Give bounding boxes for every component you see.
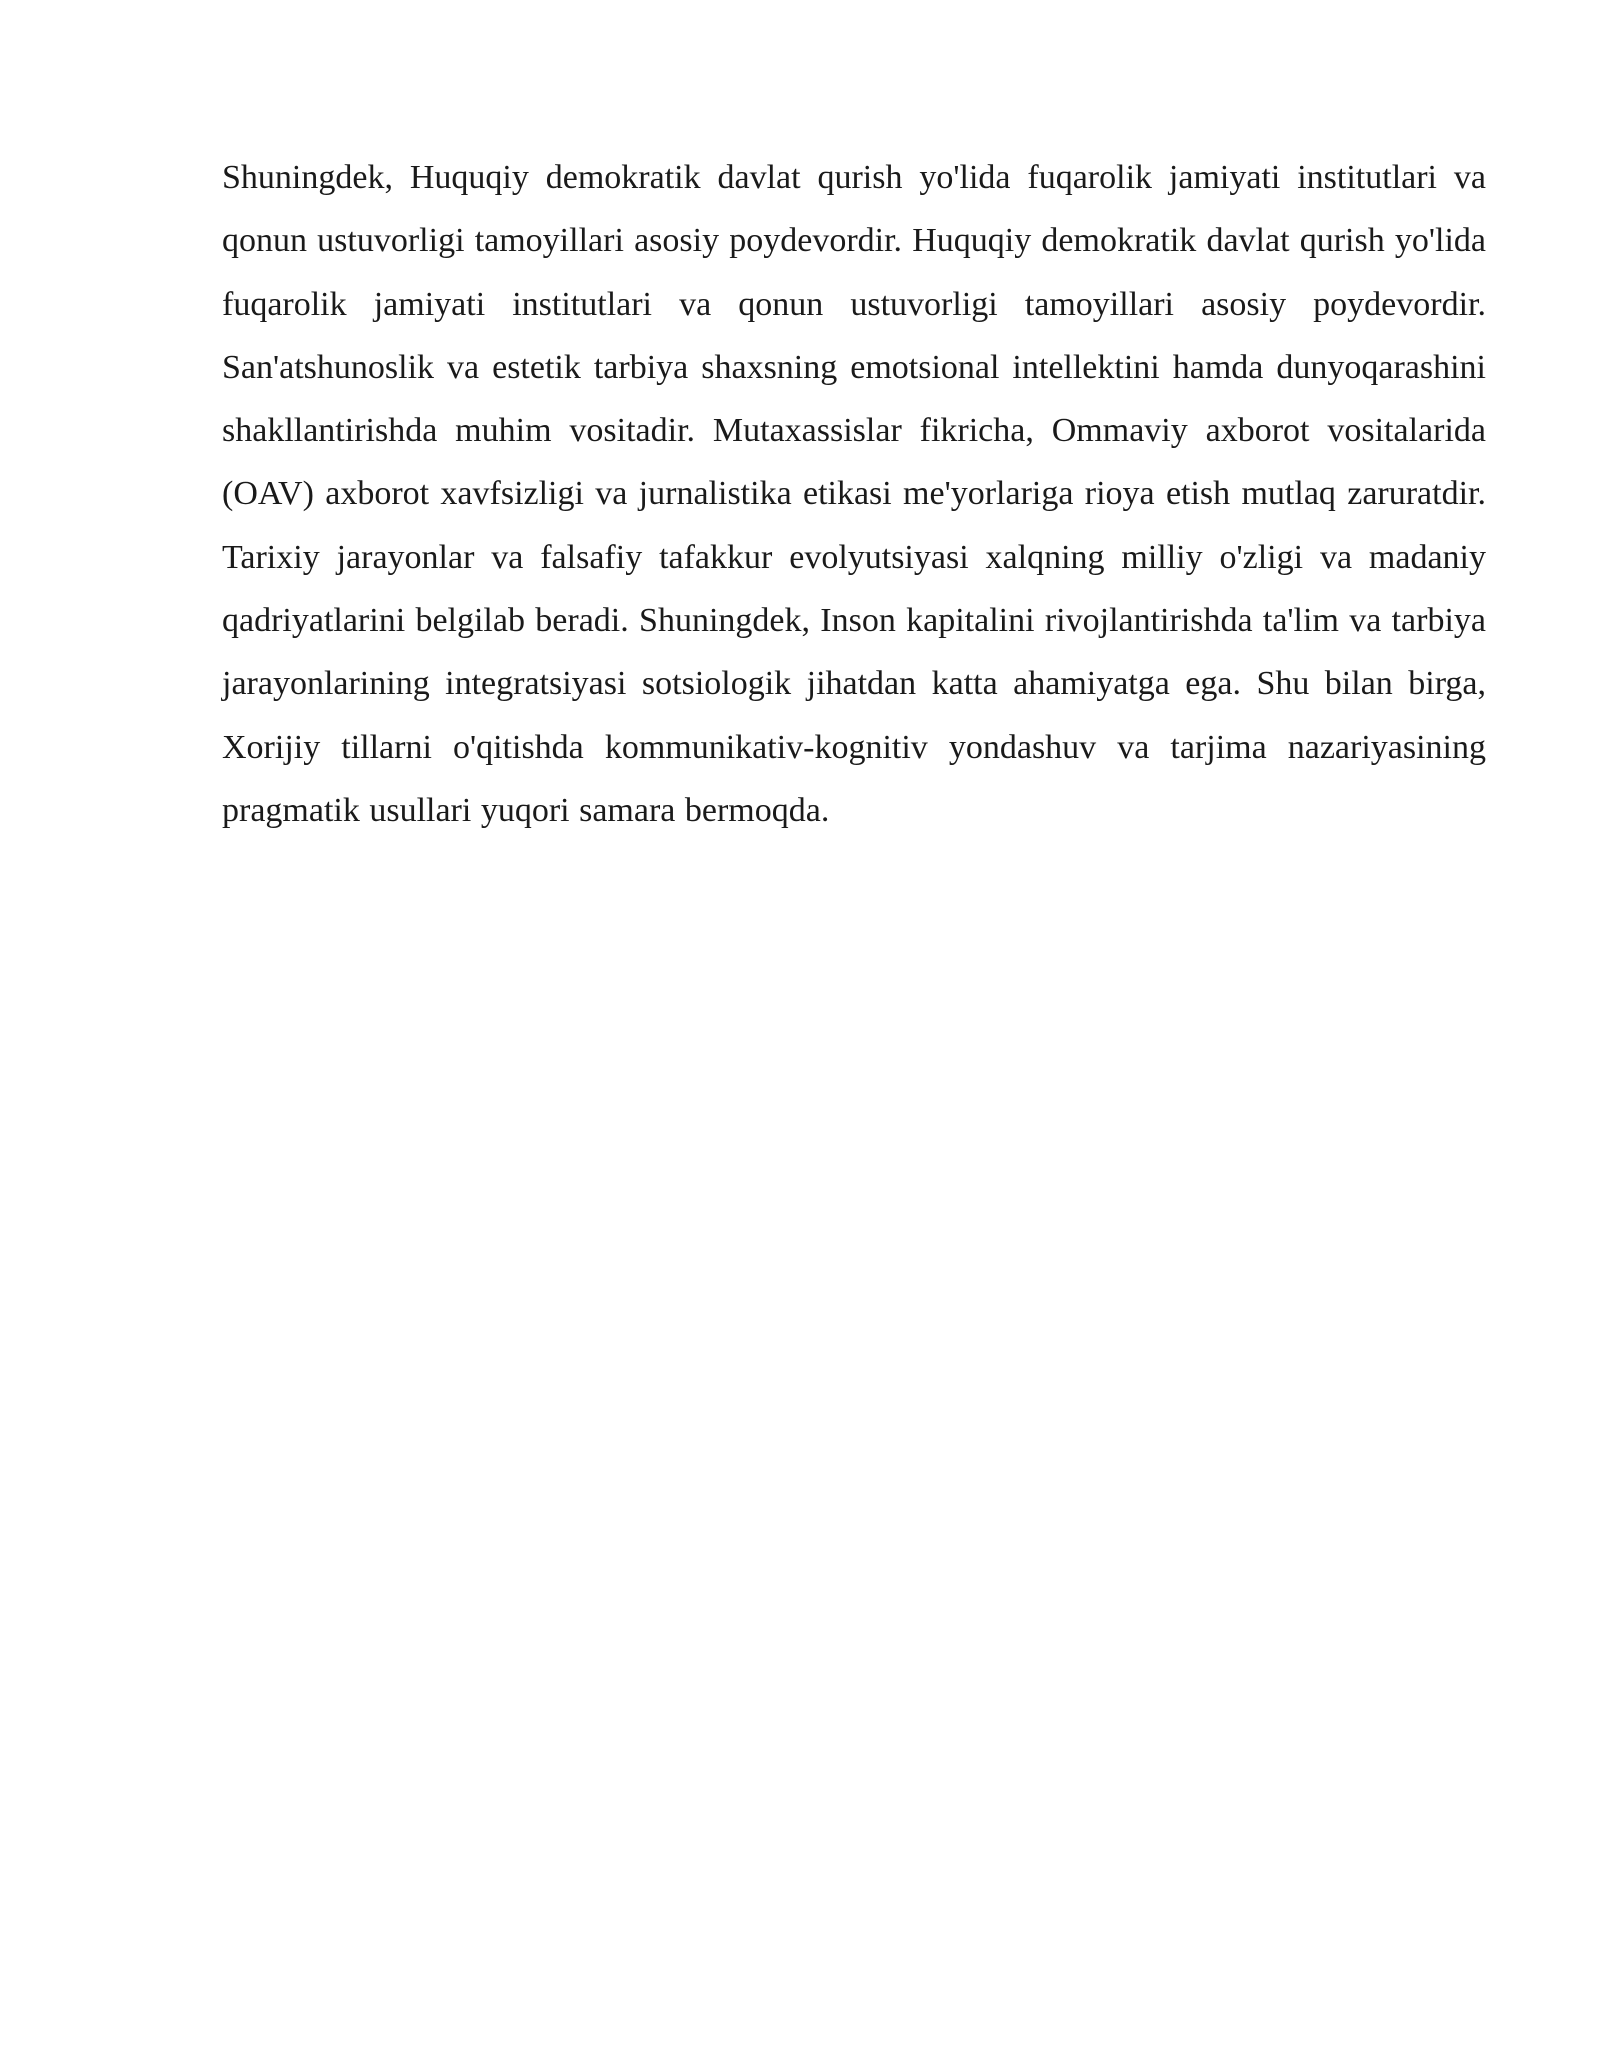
body-paragraph: Shuningdek, Huquqiy demokratik davlat qurish yo'lida fuqarolik jamiyati institutlari va qonun ustuvorligi tamoyillari asosiy poydevordir. Huquqiy demokratik davlat qurish yo'lida fuqarolik jamiyati institutlari va qonun ustuvorligi tamoyillari asosiy poydevordir. San'atshunoslik va estetik tarbiya shaxsning emotsional intellektini hamda dunyoqarashini shakllantirishda muhim vositadir. Mutaxassislar fikricha, Ommaviy axborot vositalarida (OAV) axborot xavfsizligi va jurnalistika etikasi me'yorlariga rioya etish mutlaq zaruratdir. Tarixiy jarayonlar va falsafiy tafakkur evolyutsiyasi xalqning milliy o'zligi va madaniy qadriyatlarini belgilab beradi. Shuningdek, Inson kapitalini rivojlantirishda ta'lim va tarbiya jarayonlarining integratsiyasi sotsiologik jihatdan katta ahamiyatga ega. Shu bilan birga, Xorijiy tillarni o'qitishda kommunikativ-kognitiv yondashuv va tarjima nazariyasining pragmatik usullari yuqori samara bermoqda. [222, 159, 1486, 829]
